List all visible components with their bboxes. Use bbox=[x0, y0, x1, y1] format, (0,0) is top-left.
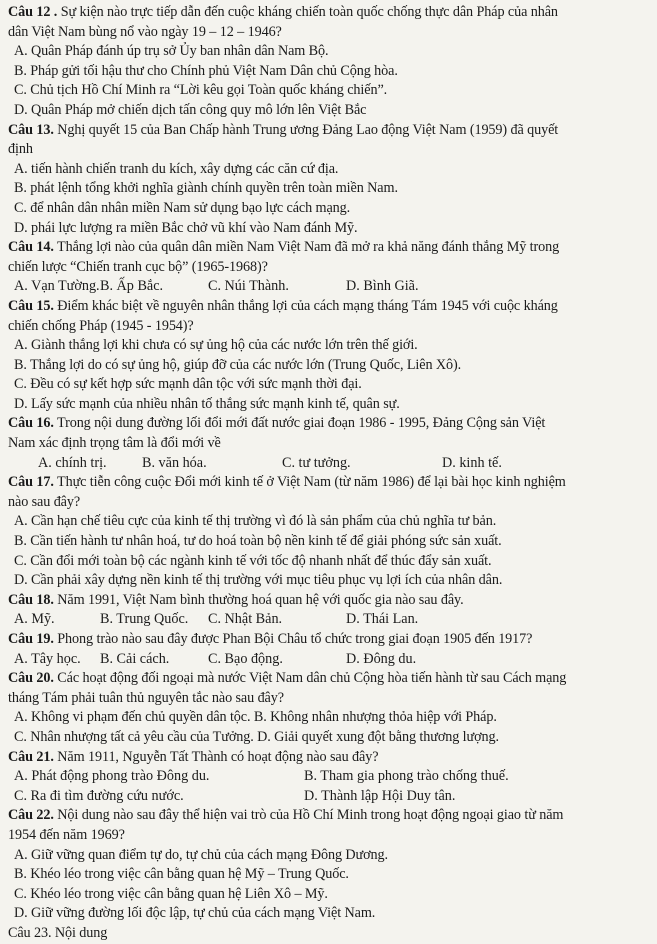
answer-option: B. Cần tiến hành tư nhân hoá, tư do hoá toàn bộ nền kinh tế để giải phóng sức sản xuất. bbox=[14, 533, 502, 550]
answer-option: C. Ra đi tìm đường cứu nước. bbox=[14, 787, 184, 804]
answer-option: D. Giữ vững đường lối độc lập, tự chủ của cách mạng Việt Nam. bbox=[14, 905, 376, 922]
answer-option: A. tiến hành chiến tranh du kích, xây dựng các căn cứ địa. bbox=[14, 160, 339, 177]
question-stem bbox=[8, 473, 651, 493]
answer-option: D. Bình Giã. bbox=[346, 278, 419, 295]
question-number: Câu 20. bbox=[8, 670, 54, 687]
option-row bbox=[8, 767, 651, 787]
answer-option: C. Nhật Bản. bbox=[208, 611, 283, 628]
question-stem bbox=[8, 591, 651, 611]
option-row bbox=[8, 277, 651, 297]
answer-option: B. Cải cách. bbox=[100, 650, 170, 667]
answer-option: A. Quân Pháp đánh úp trụ sở Ủy ban nhân dân Nam Bộ. bbox=[14, 43, 329, 60]
question-number: Câu 13. bbox=[8, 121, 54, 138]
answer-option: C. tư tưởng. bbox=[282, 454, 351, 471]
cutoff-line: Câu 23. Nội dung bbox=[8, 924, 108, 941]
question-number: Câu 17. bbox=[8, 474, 54, 491]
question-stem bbox=[8, 669, 651, 689]
question-number: Câu 14. bbox=[8, 239, 54, 256]
question-text: Sự kiện nào trực tiếp dẫn đến cuộc kháng chiến toàn quốc chống thực dân Pháp của nhân bbox=[57, 4, 558, 20]
answer-option: A. Giữ vững quan điểm tự do, tự chủ của cách mạng Đông Dương. bbox=[14, 846, 388, 863]
question-continuation: chiến lược “Chiến tranh cục bộ” (1965-1968)? bbox=[8, 258, 268, 275]
question-stem bbox=[8, 748, 651, 768]
question-text: Nghị quyết 15 của Ban Chấp hành Trung ương Đảng Lao động Việt Nam (1959) đã quyết bbox=[53, 121, 559, 138]
answer-option: C. Cần đổi mới toàn bộ các ngành kinh tế với tốc độ nhanh nhất để thúc đẩy sản xuất. bbox=[14, 552, 492, 569]
answer-option: C. Chủ tịch Hồ Chí Minh ra “Lời kêu gọi Toàn quốc kháng chiến”. bbox=[14, 82, 388, 99]
answer-option: D. Đông du. bbox=[346, 650, 417, 667]
question-continuation: định bbox=[8, 141, 33, 158]
answer-option: D. Thái Lan. bbox=[346, 611, 419, 628]
answer-option: D. Cần phải xây dựng nền kinh tế thị trường với mục tiêu phục vụ lợi ích của nhân dân. bbox=[14, 572, 503, 589]
question-text: Nội dung nào sau đây thể hiện vai trò của Hồ Chí Minh trong hoạt động ngoại giao từ năm bbox=[53, 807, 564, 824]
question-continuation: chiến chống Pháp (1945 - 1954)? bbox=[8, 317, 194, 334]
answer-option: D. Quân Pháp mở chiến dịch tấn công quy mô lớn lên Việt Bắc bbox=[14, 101, 367, 118]
answer-option: D. phái lực lượng ra miền Bắc chở vũ khí vào Nam đánh Mỹ. bbox=[14, 219, 358, 236]
answer-option: B. phát lệnh tổng khởi nghĩa giành chính quyền trên toàn miền Nam. bbox=[14, 180, 398, 197]
answer-option: A. Không vi phạm đến chủ quyền dân tộc. B. Không nhân nhượng thỏa hiệp với Pháp. bbox=[14, 709, 497, 726]
question-number: Câu 12 . bbox=[8, 4, 58, 20]
question-text: Điểm khác biệt về nguyên nhân thắng lợi của cách mạng tháng Tám 1945 với cuộc kháng bbox=[53, 297, 558, 314]
question-stem bbox=[8, 414, 651, 434]
question-number: Câu 18. bbox=[8, 591, 54, 608]
answer-option: A. chính trị. bbox=[38, 454, 107, 471]
question-stem bbox=[8, 121, 651, 141]
question-stem bbox=[8, 806, 651, 826]
question-stem bbox=[8, 3, 651, 23]
question-continuation: tháng Tám phải tuân thủ nguyên tắc nào sau đây? bbox=[8, 689, 284, 706]
answer-option: C. Bạo động. bbox=[208, 650, 283, 667]
option-row bbox=[8, 650, 651, 670]
question-number: Câu 16. bbox=[8, 415, 54, 432]
answer-option: D. Lấy sức mạnh của nhiều nhân tố thắng sức mạnh kinh tế, quân sự. bbox=[14, 395, 400, 412]
answer-option: B. Pháp gửi tối hậu thư cho Chính phủ Việt Nam Dân chủ Cộng hòa. bbox=[14, 62, 398, 79]
question-continuation: 1954 đến năm 1969? bbox=[8, 826, 125, 843]
option-row bbox=[8, 610, 651, 630]
question-number: Câu 22. bbox=[8, 807, 54, 824]
question-text: Thực tiễn công cuộc Đổi mới kinh tế ở Việt Nam (từ năm 1986) để lại bài học kinh nghiệm bbox=[53, 474, 566, 491]
question-number: Câu 19. bbox=[8, 631, 54, 647]
question-text: Phong trào nào sau đây được Phan Bội Châu tổ chức trong giai đoạn 1905 đến 1917? bbox=[53, 631, 533, 647]
answer-option: C. Núi Thành. bbox=[208, 278, 289, 295]
answer-option: C. Nhân nhượng tất cả yêu cầu của Tưởng. D. Giải quyết xung đột bằng thương lượng. bbox=[14, 728, 499, 745]
answer-option: A. Mỹ. bbox=[14, 611, 55, 628]
answer-option: A. Phát động phong trào Đông du. bbox=[14, 768, 210, 785]
question-stem bbox=[8, 238, 651, 258]
answer-option: B. Tham gia phong trào chống thuế. bbox=[304, 768, 509, 785]
answer-option: A. Cần hạn chế tiêu cực của kinh tế thị trường vì đó là sản phẩm của chủ nghĩa tư bản. bbox=[14, 513, 497, 530]
answer-option: C. Đều có sự kết hợp sức mạnh dân tộc với sức mạnh thời đại. bbox=[14, 376, 362, 393]
question-text: Năm 1911, Nguyễn Tất Thành có hoạt động nào sau đây? bbox=[53, 748, 379, 765]
question-text: Năm 1991, Việt Nam bình thường hoá quan hệ với quốc gia nào sau đây. bbox=[53, 591, 464, 608]
answer-option: C. Khéo léo trong việc cân bằng quan hệ Liên Xô – Mỹ. bbox=[14, 885, 328, 902]
answer-option: A. Giành thắng lợi khi chưa có sự ủng hộ của các nước lớn trên thế giới. bbox=[14, 337, 418, 354]
option-row bbox=[8, 787, 651, 807]
answer-option: A. Tây học. bbox=[14, 650, 81, 667]
question-text: Các hoạt động đối ngoại mà nước Việt Nam dân chủ Cộng hòa tiến hành từ sau Cách mạng bbox=[53, 670, 567, 687]
question-stem bbox=[8, 630, 651, 650]
question-continuation: dân Việt Nam bùng nổ vào ngày 19 – 12 – 1946? bbox=[8, 23, 282, 40]
answer-option: B. Ấp Bắc. bbox=[100, 278, 164, 295]
answer-option: D. Thành lập Hội Duy tân. bbox=[304, 787, 456, 804]
question-number: Câu 21. bbox=[8, 748, 54, 765]
question-number: Câu 15. bbox=[8, 297, 54, 314]
answer-option: B. văn hóa. bbox=[142, 454, 207, 471]
question-stem bbox=[8, 297, 651, 317]
answer-option: C. để nhân dân nhân miền Nam sử dụng bạo lực cách mạng. bbox=[14, 199, 351, 216]
answer-option: B. Thắng lợi do có sự ủng hộ, giúp đỡ của các nước lớn (Trung Quốc, Liên Xô). bbox=[14, 356, 462, 373]
answer-option: D. kinh tế. bbox=[442, 454, 502, 471]
question-text: Thắng lợi nào của quân dân miền Nam Việt Nam đã mở ra khả năng đánh thắng Mỹ trong bbox=[53, 239, 560, 256]
question-text: Trong nội dung đường lối đổi mới đất nước giai đoạn 1986 - 1995, Đảng Cộng sản Việt bbox=[53, 415, 546, 432]
question-continuation: nào sau đây? bbox=[8, 493, 81, 510]
answer-option: B. Trung Quốc. bbox=[100, 611, 189, 628]
answer-option: A. Vạn Tường. bbox=[14, 278, 100, 295]
option-row bbox=[8, 454, 651, 474]
answer-option: B. Khéo léo trong việc cân bằng quan hệ Mỹ – Trung Quốc. bbox=[14, 866, 349, 883]
question-continuation: Nam xác định trọng tâm là đổi mới về bbox=[8, 435, 221, 452]
